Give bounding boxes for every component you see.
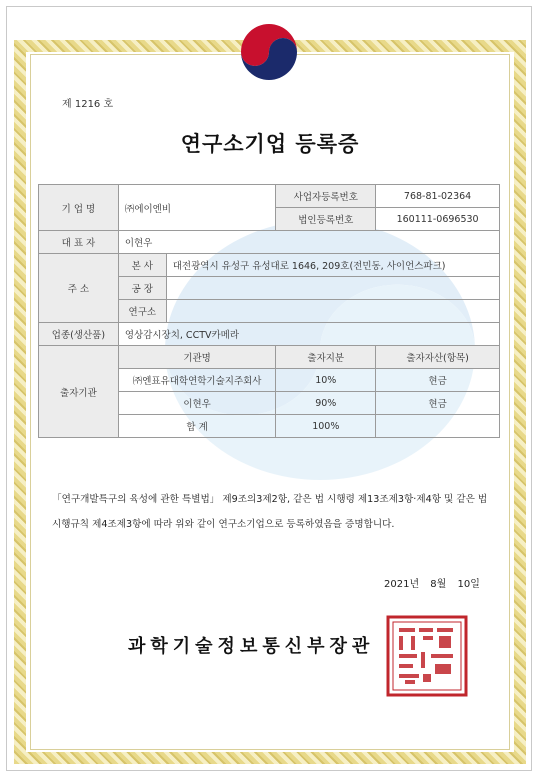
issue-month: 8월 — [430, 579, 447, 590]
col-asset-header: 출자자산(항목) — [376, 346, 500, 369]
table-row — [39, 254, 500, 277]
biz-reg-no: 768-81-02364 — [376, 185, 500, 208]
corp-reg-no: 160111-0696530 — [376, 208, 500, 231]
signer-title: 과학기술정보통신부장관 — [128, 636, 375, 657]
investor-share: 10% — [276, 369, 376, 392]
address-label: 주 소 — [39, 254, 119, 323]
investor-asset: 현금 — [376, 369, 500, 392]
total-share: 100% — [276, 415, 376, 438]
col-org-header: 기관명 — [118, 346, 276, 369]
official-seal-icon — [385, 614, 469, 698]
investor-asset: 현금 — [376, 392, 500, 415]
issue-day: 10일 — [457, 579, 480, 590]
col-share-header: 출자지분 — [276, 346, 376, 369]
hq-label: 본 사 — [118, 254, 166, 277]
certification-statement: 「연구개발특구의 육성에 관한 특별법」 제9조의3제2항, 같은 법 시행령 제13조제3항·제4항 및 같은 법 시행규칙 제4조제3항에 따라 위와 같이 연구소기업으로 등록하였음을 증명합니다. — [52, 494, 488, 530]
factory-label: 공 장 — [118, 277, 166, 300]
page-title: 연구소기업 등록증 — [180, 132, 360, 156]
investor-share: 90% — [276, 392, 376, 415]
registration-table — [38, 184, 500, 438]
table-row — [39, 323, 500, 346]
certificate-number: 제 1216 호 — [62, 99, 114, 110]
company-label: 기 업 명 — [39, 185, 119, 231]
issue-date — [384, 575, 480, 590]
company-name: ㈜에이엔비 — [118, 185, 276, 231]
lab-label: 연구소 — [118, 300, 166, 323]
issue-year: 2021년 — [384, 579, 420, 590]
table-row — [39, 185, 500, 208]
investor-label: 출자기관 — [39, 346, 119, 438]
factory-address — [166, 277, 499, 300]
product-label: 업종(생산품) — [39, 323, 119, 346]
biz-reg-label: 사업자등록번호 — [276, 185, 376, 208]
total-asset — [376, 415, 500, 438]
lab-address — [166, 300, 499, 323]
product-value: 영상감시장치, CCTV카메라 — [118, 323, 499, 346]
investor-org: 이현우 — [118, 392, 276, 415]
taegeuk-emblem-icon — [233, 16, 305, 88]
table-row — [39, 231, 500, 254]
rep-label: 대 표 자 — [39, 231, 119, 254]
hq-address: 대전광역시 유성구 유성대로 1646, 209호(전민동, 사이언스파크) — [166, 254, 499, 277]
investor-org: ㈜엔표유대학연학기술지주회사 — [118, 369, 276, 392]
rep-name: 이현우 — [118, 231, 499, 254]
total-label: 합 계 — [118, 415, 276, 438]
corp-reg-label: 법인등록번호 — [276, 208, 376, 231]
table-row — [39, 346, 500, 369]
